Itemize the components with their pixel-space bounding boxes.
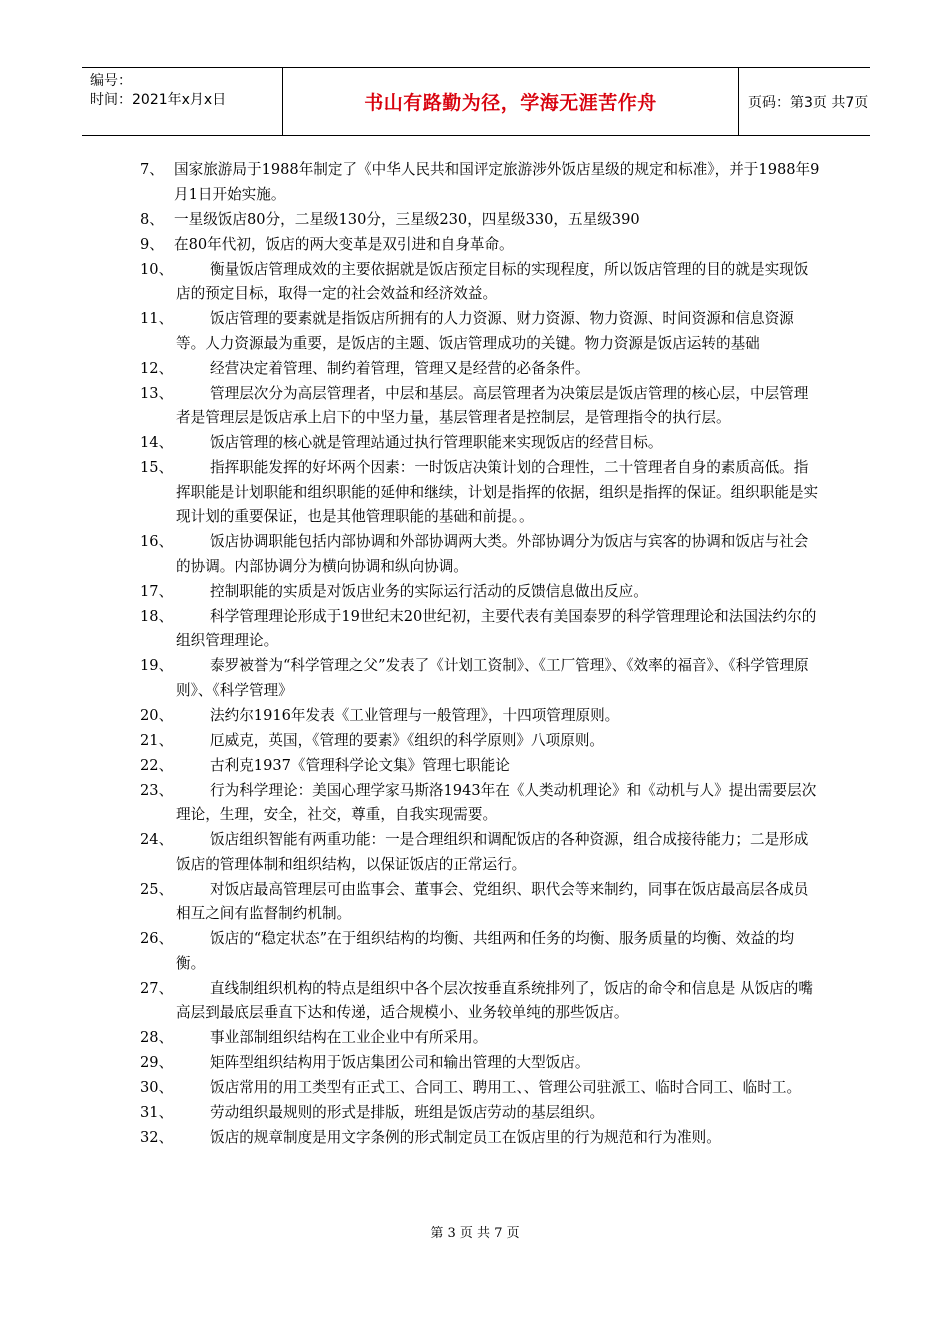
list-item-number: 27、 [140,979,174,997]
list-item-text: 饭店的“稳定状态”在于组织结构的均衡、共组两和任务的均衡、服务质量的均衡、效益的均衡。 [176,930,795,972]
list-item-text: 饭店组织智能有两重功能：一是合理组织和调配饭店的各种资源，组合成接待能力；二是形成饭店的管理体制和组织结构，以保证饭店的正常运行。 [176,831,809,873]
list-item [140,1076,820,1101]
list-item [140,977,820,1026]
list-item-number: 28、 [140,1029,174,1046]
list-item [140,878,820,927]
list-item-number: 11、 [140,310,174,327]
document-body [140,158,820,1151]
list-item-number: 8、 [140,210,164,228]
list-item [140,233,820,258]
list-item [140,357,820,382]
header-page-indicator: 页码：第3页 共7页 [748,94,869,111]
list-item [140,382,820,431]
list-item [140,927,820,976]
list-item [140,208,820,233]
list-item [140,779,820,828]
list-item-number: 32、 [140,1129,174,1146]
list-item [140,258,820,307]
list-item-number: 13、 [140,384,174,402]
list-item [140,530,820,579]
page-footer: 第 3 页 共 7 页 [430,1226,520,1241]
list-item-text: 在80年代初，饭店的两大变革是双引进和自身革命。 [174,235,514,253]
list-item-text: 矩阵型组织结构用于饭店集团公司和输出管理的大型饭店。 [210,1054,590,1071]
list-item-text: 厄威克，英国，《管理的要素》《组织的科学原则》八项原则。 [210,731,605,749]
list-item [140,158,820,207]
list-item [140,580,820,605]
list-item-text: 指挥职能发挥的好坏两个因素：一时饭店决策计划的合理性，二十管理者自身的素质高低。指挥职能是计划职能和组织职能的延伸和继续，计划是指挥的依据，组织是指挥的保证。组织职能是实现计划的重要保证，也是其他管理职能的基础和前提。。 [176,459,819,525]
list-item [140,431,820,456]
list-item-number: 18、 [140,607,174,625]
list-item [140,1026,820,1051]
list-item [140,828,820,877]
list-item-number: 25、 [140,880,174,898]
list-item-number: 16、 [140,533,174,550]
page-header [82,67,870,136]
list-item-number: 26、 [140,930,174,947]
list-item-text: 饭店的规章制度是用文字条例的形式制定员工在饭店里的行为规范和行为准则。 [210,1129,721,1146]
list-item-number: 23、 [140,781,174,799]
list-item-number: 10、 [140,260,174,278]
document-number-label: 编号： [90,73,132,89]
list-item-number: 20、 [140,706,174,724]
list-item-text: 古利克1937《管理科学论文集》管理七职能论 [210,756,510,774]
list-item [140,1101,820,1126]
list-item [140,307,820,356]
list-item-text: 事业部制组织结构在工业企业中有所采用。 [210,1029,488,1046]
list-item-text: 劳动组织最规则的形式是排版，班组是饭店劳动的基层组织。 [210,1104,605,1121]
document-time-label: 时间：2021年x月x日 [90,92,227,108]
list-item-number: 30、 [140,1079,174,1096]
list-item-text: 管理层次分为高层管理者，中层和基层。高层管理者为决策层是饭店管理的核心层，中层管理者是管理层是饭店承上启下的中坚力量，基层管理者是控制层，是管理指令的执行层。 [176,384,809,426]
list-item-number: 17、 [140,582,174,600]
list-item-number: 19、 [140,657,174,674]
list-item-number: 24、 [140,831,174,848]
list-item-text: 直线制组织机构的特点是组织中各个层次按垂直系统排列了，饭店的命令和信息是 从饭店的嘴高层到最底层垂直下达和传递，适合规模小、业务较单纯的那些饭店。 [176,979,813,1021]
list-item [140,704,820,729]
list-item-number: 31、 [140,1104,174,1121]
list-item-number: 21、 [140,731,174,749]
list-item [140,729,820,754]
list-item-text: 泰罗被誉为“科学管理之父”发表了《计划工资制》、《工厂管理》、《效率的福音》、《科学管理原则》、《科学管理》 [176,657,809,699]
list-item-number: 22、 [140,756,174,774]
list-item [140,605,820,654]
list-item-text: 衡量饭店管理成效的主要依据就是饭店预定目标的实现程度，所以饭店管理的目的就是实现饭店的预定目标，取得一定的社会效益和经济效益。 [176,260,809,302]
list-item-number: 15、 [140,459,174,476]
list-item [140,1126,820,1151]
list-item-number: 12、 [140,359,174,377]
list-item-number: 29、 [140,1054,174,1071]
list-item-text: 控制职能的实质是对饭店业务的实际运行活动的反馈信息做出反应。 [210,582,648,600]
list-item [140,754,820,779]
list-item-text: 饭店管理的要素就是指饭店所拥有的人力资源、财力资源、物力资源、时间资源和信息资源等。人力资源最为重要，是饭店的主题、饭店管理成功的关键。物力资源是饭店运转的基础 [176,310,794,352]
list-item [140,654,820,703]
list-item-text: 经营决定着管理、制约着管理，管理又是经营的必备条件。 [210,359,590,377]
list-item-text: 饭店常用的用工类型有正式工、合同工、聘用工、、管理公司驻派工、临时合同工、临时工。 [210,1079,802,1096]
list-item-text: 对饭店最高管理层可由监事会、董事会、党组织、职代会等来制约，同事在饭店最高层各成员相互之间有监督制约机制。 [176,880,809,922]
list-item-text: 国家旅游局于1988年制定了《中华人民共和国评定旅游涉外饭店星级的规定和标准》，并于1988年9月1日开始实施。 [174,161,820,203]
list-item-text: 饭店管理的核心就是管理站通过执行管理职能来实现饭店的经营目标。 [210,434,663,451]
list-item-text: 一星级饭店80分，二星级130分，三星级230，四星级330，五星级390 [174,210,640,228]
header-meta [82,68,283,135]
list-item-text: 法约尔1916年发表《工业管理与一般管理》，十四项管理原则。 [210,706,620,724]
list-item-number: 7、 [140,161,164,178]
list-item-number: 9、 [140,235,164,253]
header-motto: 书山有路勤为径，学海无涯苦作舟 [283,68,739,135]
list-item-number: 14、 [140,434,174,451]
list-item [140,1051,820,1076]
list-item-text: 行为科学理论：美国心理学家马斯洛1943年在《人类动机理论》和《动机与人》提出需要层次理论，生理，安全，社交，尊重，自我实现需要。 [176,781,817,823]
list-item [140,456,820,530]
list-item-text: 饭店协调职能包括内部协调和外部协调两大类。外部协调分为饭店与宾客的协调和饭店与社会的协调。内部协调分为横向协调和纵向协调。 [176,533,809,575]
list-item-text: 科学管理理论形成于19世纪末20世纪初，主要代表有美国泰罗的科学管理理论和法国法约尔的组织管理理论。 [176,607,817,649]
